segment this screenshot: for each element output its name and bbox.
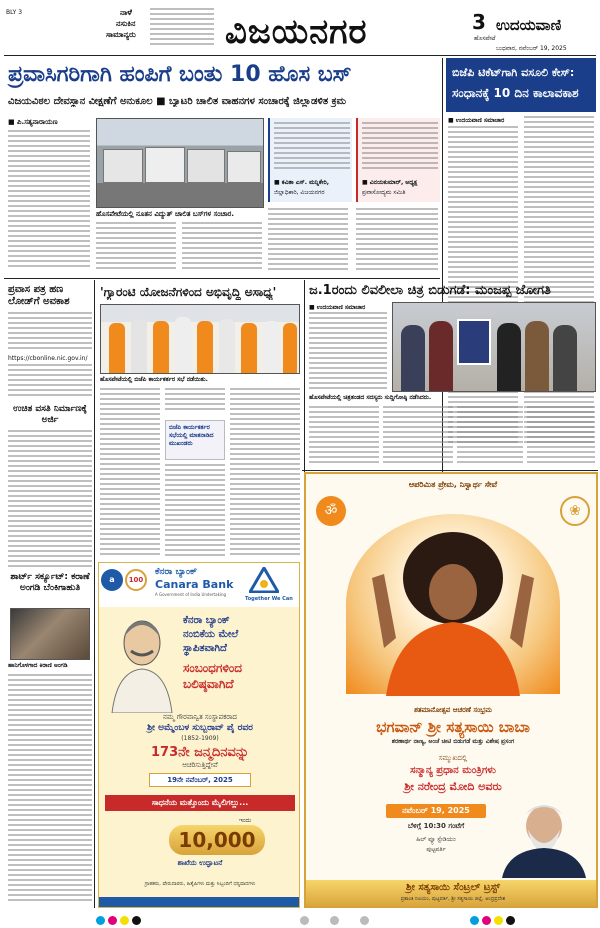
canara-line-1: ಕೆನರಾ ಬ್ಯಾಂಕ್: [183, 615, 230, 626]
reg-dot-grey-2: [330, 916, 339, 925]
sai-event-time: ಬೆಳಿಗ್ಗೆ 10:30 ಗಂಟೆಗೆ: [407, 822, 465, 830]
left-story-3-photo: [10, 608, 90, 660]
banner-label-2: ನಸುಕಿನ: [116, 19, 136, 28]
masthead-brief: [150, 8, 214, 48]
lead-body-col-1: [8, 130, 90, 270]
founder-portrait: [107, 613, 177, 713]
right-story-headline: ಜ.1ರಂದು ಲಿವಲೀಲಾ ಚಿತ್ರ ಬಿಡುಗಡೆ: ಮಂಜಪ್ಪ ಜೋಗತಿ: [309, 283, 551, 298]
banner-label-3: ಸಾಮಾನ್ಯರು: [106, 30, 136, 39]
lead-photo-caption: ಹೊಸಪೇಟೆಯಲ್ಲಿ ನೂತನ ವಿದ್ಯುತ್ ಚಾಲಿತ ಬಸ್‌ಗಳ ಸಂಚಾರ.: [96, 210, 235, 218]
left-story-3-caption: ಹಾನಿಗೊಳಗಾದ ಕಿರಾಣಿ ಅಂಗಡಿ: [8, 662, 68, 669]
sai-trust-address: ಪ್ರಶಾಂತಿ ನಿಲಯಂ, ಪುಟ್ಟಪರ್ತಿ, ಶ್ರೀ ಸತ್ಯಸಾಯಿ ಜಿಲ್ಲೆ, ಆಂಧ್ರಪ್ರದೇಶ: [400, 896, 506, 902]
right-story-byline: ■ ಉದಯವಾಣಿ ಸಮಾಚಾರ: [309, 304, 366, 311]
lead-body-col-5: [356, 208, 438, 274]
canara-date: 19ನೇ ನವೆಂಬರ್, 2025: [149, 773, 251, 787]
reg-dot-black-2: [506, 916, 515, 925]
masthead-divider: [4, 55, 596, 56]
reg-dot-cyan-2: [470, 916, 479, 925]
right-top-headline-2: ಸಂಧಾನಕ್ಕೆ 10 ದಿನ ಕಾಲಾವಕಾಶ: [452, 86, 579, 100]
sai-name: ಭಗವಾನ್ ಶ್ರೀ ಸತ್ಯಸಾಯಿ ಬಾಬಾ: [376, 718, 530, 736]
reg-dot-cyan: [96, 916, 105, 925]
lead-byline: ■ ಪಿ.ಸತ್ಯನಾರಾಯಣ: [8, 118, 58, 126]
left-story-3-body: [8, 674, 92, 906]
canara-red-banner: ಸಾಧನೆಯ ಮತ್ತೊಂದು ಮೈಲಿಗಲ್ಲು...: [105, 795, 295, 811]
quote-1-role: ಜಿಲ್ಲಾಧಿಕಾರಿ, ವಿಜಯನಗರ: [274, 189, 325, 196]
right-story-body-intro: [309, 312, 387, 394]
middle-body-col-1: [100, 388, 160, 560]
canara-founder-years: (1852-1909): [181, 735, 219, 742]
right-story-body-col-3: [457, 406, 523, 466]
sai-presence: ಸಮ್ಮುಖದಲ್ಲಿ: [438, 754, 468, 762]
canara-line-3: ಸ್ಥಾಪಿತವಾಗಿದೆ: [183, 643, 227, 654]
reg-dot-yellow-2: [494, 916, 503, 925]
canara-line-2: ನಂಬಿಕೆಯ ಮೇಲೆ: [183, 629, 239, 640]
left-story-1-url[interactable]: https://cbonline.nic.gov.in/: [8, 355, 88, 362]
centenary-badge-icon: 100: [125, 569, 147, 591]
right-story-body-col-2: [383, 406, 453, 466]
lead-headline: ಪ್ರವಾಸಿಗರಿಗಾಗಿ ಹಂಪಿಗೆ ಬಂತು 10 ಹೊಸ ಬಸ್: [8, 62, 352, 87]
middle-body-col-2b: [165, 464, 225, 560]
sai-pm-title: ಸನ್ಮಾನ್ಯ ಪ್ರಧಾನ ಮಂತ್ರಿಗಳು: [410, 765, 496, 776]
quote-1-author: ■ ಕವಿತಾ ಎಸ್. ಮನ್ನಿಕೇರಿ,: [274, 179, 330, 186]
lead-body-col-3: [182, 222, 262, 274]
edition-tag: ಹೊಸಪೇಟೆ: [474, 35, 496, 42]
reg-dot-black: [132, 916, 141, 925]
sai-ad-top-rule: [302, 470, 598, 471]
column-rule-left: [94, 280, 95, 908]
sai-baba-portrait: [366, 518, 540, 696]
right-top-byline: ■ ಉದಯವಾಣಿ ಸಮಾಚಾರ: [448, 117, 505, 124]
canara-count-prefix: ಇಂದು: [239, 817, 252, 824]
middle-body-col-2a: [165, 388, 225, 416]
sai-trust: ಶ್ರೀ ಸತ್ಯಸಾಯಿ ಸೆಂಟ್ರಲ್ ಟ್ರಸ್ಟ್: [406, 882, 500, 893]
paper-name: ಉದಯವಾಣಿ: [496, 16, 562, 34]
issue-date: ಬುಧವಾರ, ನವೆಂಬರ್ 19, 2025: [496, 45, 567, 52]
middle-photo-caption: ಹೊಸಪೇಟೆಯಲ್ಲಿ ಬಿಜೆಪಿ ಕಾರ್ಯಕರ್ತರ ಸಭೆ ನಡೆಯಿತು.: [100, 376, 208, 383]
canara-line-4: ಸಂಬಂಧಗಳಿಂದ: [183, 661, 242, 675]
canara-anniversary: 173ನೇ ಜನ್ಮದಿನವನ್ನು: [151, 745, 249, 760]
right-story-photo: [392, 302, 596, 392]
left-story-1-headline: ಪ್ರವಾಸ ಪತ್ರ ಹಣ ಲೋಡ್‌ಗೆ ಅವಕಾಶ: [8, 284, 70, 307]
canara-line-5: ಬಲಿಷ್ಠವಾಗಿದೆ: [183, 677, 234, 691]
canara-founder-name: ಶ್ರೀ ಅಮ್ಮೆಂಬಳ ಸುಬ್ಬರಾವ್ ಪೈ ರವರ: [147, 723, 253, 733]
masthead-band: [0, 8, 600, 52]
banner-label-1: ನಾಳೆ: [120, 8, 132, 17]
reg-dot-magenta: [108, 916, 117, 925]
page-code: BLY 3: [6, 9, 23, 16]
masthead-title: ವಿಜಯನಗರ: [225, 12, 368, 52]
middle-body-col-3: [230, 388, 300, 560]
canara-badge-icon: a: [101, 569, 123, 591]
canara-brand-en: Canara Bank: [155, 578, 234, 591]
left-story-1-body: [8, 312, 92, 352]
canara-founder-line: ನಮ್ಮ ಗೌರವಾನ್ವಿತ ಸಂಸ್ಥಾಪಕರಾದ: [163, 713, 237, 721]
lead-quote-2: [356, 118, 440, 202]
right-top-headline-1: ಬಿಜೆಪಿ ಟಿಕೆಟ್‌ಗಾಗಿ ವಸೂಲಿ ಕೇಸ್:: [452, 66, 575, 79]
pm-portrait: [496, 800, 592, 878]
left-story-2-body: [8, 430, 92, 570]
lead-quote-1: [268, 118, 352, 202]
sai-venue-1: ಹಿಲ್ ವ್ಯೂ ಸ್ಟೇಡಿಯಂ: [416, 836, 456, 843]
canara-bank-ad: [98, 562, 300, 908]
sathya-sai-ad: [304, 472, 598, 908]
middle-photo-group: [100, 304, 300, 374]
sai-emblem-right-icon: ❀: [560, 496, 590, 526]
lead-body-col-4: [268, 208, 348, 274]
sai-pm-name: ಶ್ರೀ ನರೇಂದ್ರ ಮೋದಿ ಅವರು: [404, 780, 502, 793]
left-story-1-body-2: [8, 364, 92, 402]
middle-pullquote: ಬಿಜೆಪಿ ಕಾರ್ಯಕರ್ತರ ಸಭೆಯಲ್ಲಿ ಮಾತನಾಡಿದ ಮುಖಂಡರು: [165, 420, 225, 460]
reg-dot-grey-3: [360, 916, 369, 925]
sai-top-line: ಆಪರಿಮಿತ ಪ್ರೇಮ, ನಿಸ್ವಾರ್ಥ ಸೇವೆ: [408, 480, 498, 489]
print-footer: [0, 910, 600, 928]
sai-venue-2: ಪುಟ್ಟಪರ್ತಿ: [426, 846, 446, 853]
sai-event-date: ನವೆಂಬರ್ 19, 2025: [386, 804, 486, 818]
canara-tagline: Together We Can: [245, 596, 293, 602]
quote-2-author: ■ ವಿನಯಕುಮಾರ್, ಅಧ್ಯಕ್ಷ: [362, 179, 418, 186]
canara-anniversary-sub: ಆಚರಿಸುತ್ತಿದ್ದೇವೆ: [182, 761, 218, 769]
quote-2-role: ಪ್ರವಾಸೋದ್ಯಮ ಸಮಿತಿ: [362, 189, 406, 196]
sai-emblem-left-icon: ॐ: [316, 496, 346, 526]
canara-brand-sub: A Government of India Undertaking: [155, 592, 227, 597]
right-story-body-col-1: [309, 406, 379, 466]
page-number: 3: [472, 10, 486, 34]
right-story-photo-caption: ಹೊಸಪೇಟೆಯಲ್ಲಿ ಚಿತ್ರತಂಡದ ಸದಸ್ಯರು ಸುದ್ದಿಗೋಷ್ಠಿ ನಡೆಸಿದರು.: [309, 394, 432, 401]
reg-dot-grey-1: [300, 916, 309, 925]
sai-centenary: ಶತಮಾನೋತ್ಸವ ಆಚರಣೆ ಸಂಭ್ರಮ: [414, 706, 492, 714]
lead-bottom-rule: [4, 278, 440, 279]
sai-sub-line: ಶರಣಾರ್ಥ ನಾಣ್ಯ, ಅಂಚೆ ಚೀಟಿ ಬಿಡುಗಡೆ ಮತ್ತು ವಿಶೇಷ ಪ್ರಸಂಗ: [391, 738, 515, 745]
canara-brand-kn: ಕೆನರಾ ಬ್ಯಾಂಕ್: [155, 567, 198, 577]
reg-dot-yellow: [120, 916, 129, 925]
canara-count-suffix: ಶಾಖೆಯ ಉದ್ಘಾಟನೆ: [177, 859, 223, 867]
middle-headline: 'ಗ್ಯಾರಂಟಿ ಯೋಜನೆಗಳಿಂದ ಅಭಿವೃದ್ಧಿ ಅಸಾಧ್ಯ': [100, 285, 277, 299]
lead-photo-buses: [96, 118, 264, 208]
right-top-headline-box: [446, 58, 596, 112]
left-story-3-headline: ಶಾರ್ಟ್ ಸರ್ಕ್ಯೂಟ್: ಕರಾಣೆ ಅಂಗಡಿ ಬೆಂಕಿಗಾಹುತಿ: [10, 572, 90, 593]
canara-bottom-line: ಗ್ರಾಹಕರು, ಷೇರುದಾರರು, ಹಿತೈಷಿಗಳು ಮತ್ತು ಸಿಬ್ಬಂದಿಗೆ ಧನ್ಯವಾದಗಳು: [144, 881, 256, 887]
canara-logo-icon: [249, 567, 279, 593]
left-story-2-headline: ಉಚಿತ ವಸತಿ ನಿರ್ಮಾಣಕ್ಕೆ ಅರ್ಜಿ: [13, 404, 87, 425]
right-story-body-col-4: [527, 406, 595, 466]
reg-dot-magenta-2: [482, 916, 491, 925]
lead-body-col-2: [96, 222, 176, 274]
canara-count: 10,000: [169, 825, 265, 855]
lead-subheadline: ವಿಜಯವಿಠಲ ದೇವಸ್ಥಾನ ವೀಕ್ಷಣೆಗೆ ಅನುಕೂಲ ■ ಬ್ಯಾಟರಿ ಚಾಲಿತ ವಾಹನಗಳ ಸಂಚಾರಕ್ಕೆ ಜಿಲ್ಲಾಡಳಿತ ಕ್ರಮ: [8, 96, 347, 107]
canara-footer-strip: [99, 897, 300, 908]
